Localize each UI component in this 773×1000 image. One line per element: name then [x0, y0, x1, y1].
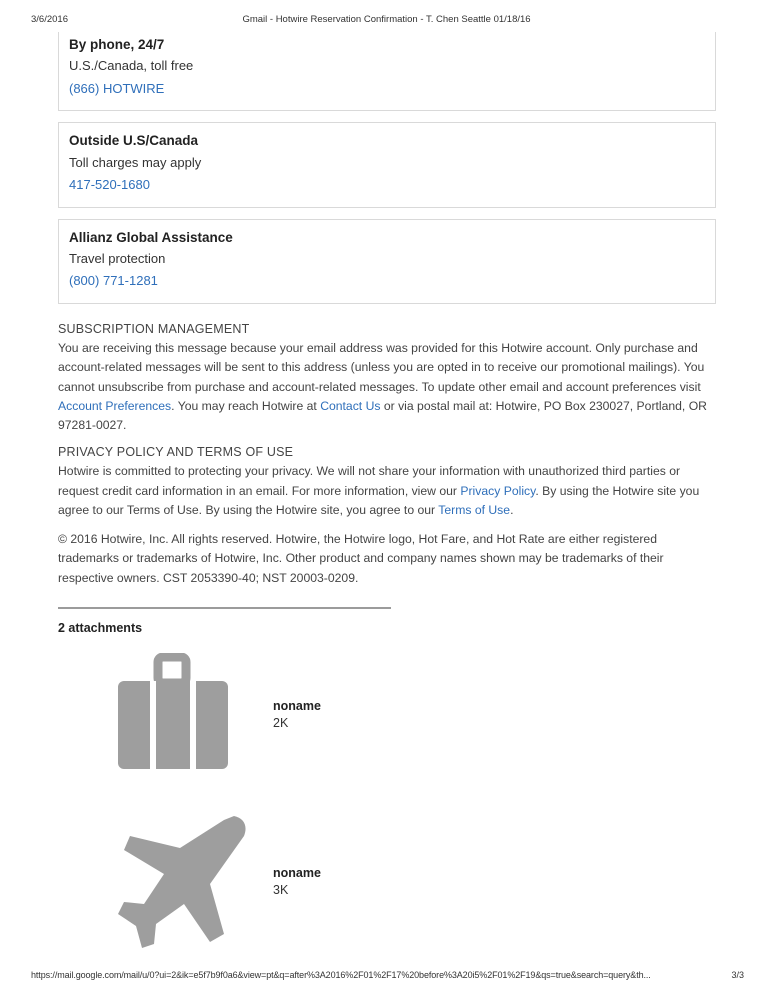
attachments-divider	[58, 607, 391, 609]
privacy-policy-block	[58, 445, 716, 520]
print-footer-page-number: 3/3	[731, 970, 744, 980]
privacy-policy-heading: PRIVACY POLICY AND TERMS OF USE	[58, 445, 294, 460]
privacy-policy-link[interactable]: Privacy Policy	[460, 483, 536, 498]
contact-card-title: Allianz Global Assistance	[69, 229, 233, 245]
contact-card-title: By phone, 24/7	[69, 37, 165, 52]
airplane-icon	[98, 808, 273, 948]
contact-us-link[interactable]: Contact Us	[320, 398, 381, 413]
contact-card-phone-link[interactable]: 417-520-1680	[69, 177, 150, 193]
contact-card-international	[58, 122, 716, 207]
contact-card-phone-link[interactable]: (866) HOTWIRE	[69, 80, 165, 96]
attachment-size: 3K	[273, 883, 289, 897]
attachment-meta	[273, 699, 321, 730]
email-body	[58, 32, 716, 963]
subscription-management-block	[58, 322, 716, 435]
contact-card-phone-link[interactable]: (800) 771-1281	[69, 273, 158, 289]
attachment-name: noname	[273, 699, 321, 713]
subscription-management-text	[58, 339, 716, 435]
terms-of-use-link[interactable]: Terms of Use	[438, 502, 511, 517]
print-title: Gmail - Hotwire Reservation Confirmation - T. Chen Seattle 01/18/16	[242, 14, 531, 25]
attachment-item[interactable]	[58, 653, 716, 808]
print-footer-url: https://mail.google.com/mail/u/0?ui=2&ik=e5f7b9f0a6&view=pt&q=after%3A2016%2F01%2F17%20before%3A20i5%2F01%2F19&qs=true&search=query&th...	[31, 970, 651, 980]
contact-card-title: Outside U.S/Canada	[69, 133, 199, 149]
attachment-meta	[273, 866, 321, 897]
account-preferences-link[interactable]: Account Preferences	[58, 398, 172, 413]
sub-text-2: . You may reach Hotwire at	[171, 398, 321, 413]
contact-card-allianz	[58, 219, 716, 304]
attachment-item[interactable]	[58, 808, 716, 963]
print-date: 3/6/2016	[31, 14, 68, 25]
attachments-count-label: 2 attachments	[58, 621, 143, 635]
sub-text-1: You are receiving this message because your email address was provided for this Hotwire account. Only purchase and account-related messages will be sent to this address (unless you are opted in to receive our promotional mailings). You cannot unsubscribe from purchase and account-related messages. To update other email and account preferences visit	[58, 341, 705, 394]
subscription-management-heading: SUBSCRIPTION MANAGEMENT	[58, 322, 250, 337]
privacy-text-3: .	[510, 502, 514, 517]
privacy-policy-text	[58, 462, 716, 520]
contact-card-subtitle: Toll charges may apply	[69, 154, 202, 170]
privacy-text-1: Hotwire is committed to protecting your privacy. We will not share your information with unauthorized third parties or request credit card information in an email. For more information, view our	[58, 464, 681, 498]
attachment-size: 2K	[273, 716, 289, 730]
contact-card-phone	[58, 32, 716, 111]
print-footer	[0, 970, 773, 984]
sub-text-3: or via postal mail at: Hotwire, PO Box 230027, Portland, OR 97281-0027.	[58, 398, 707, 433]
privacy-text-2: . By using the Hotwire site you agree to our Terms of Use. By using the Hotwire site, you agree to our	[58, 483, 700, 517]
contact-card-subtitle: Travel protection	[69, 250, 166, 266]
print-header	[0, 14, 773, 28]
legal-section	[58, 322, 716, 588]
suitcase-icon	[98, 653, 273, 793]
copyright-text: © 2016 Hotwire, Inc. All rights reserved. Hotwire, the Hotwire logo, Hot Fare, and Hot Rate are either registered trademarks or trademarks of Hotwire, Inc. Other product and company names shown may be trademarks of their respective owners. CST 2053390-40; NST 20003-0209.	[58, 532, 664, 585]
attachment-name: noname	[273, 866, 321, 880]
contact-card-subtitle: U.S./Canada, toll free	[69, 58, 194, 74]
